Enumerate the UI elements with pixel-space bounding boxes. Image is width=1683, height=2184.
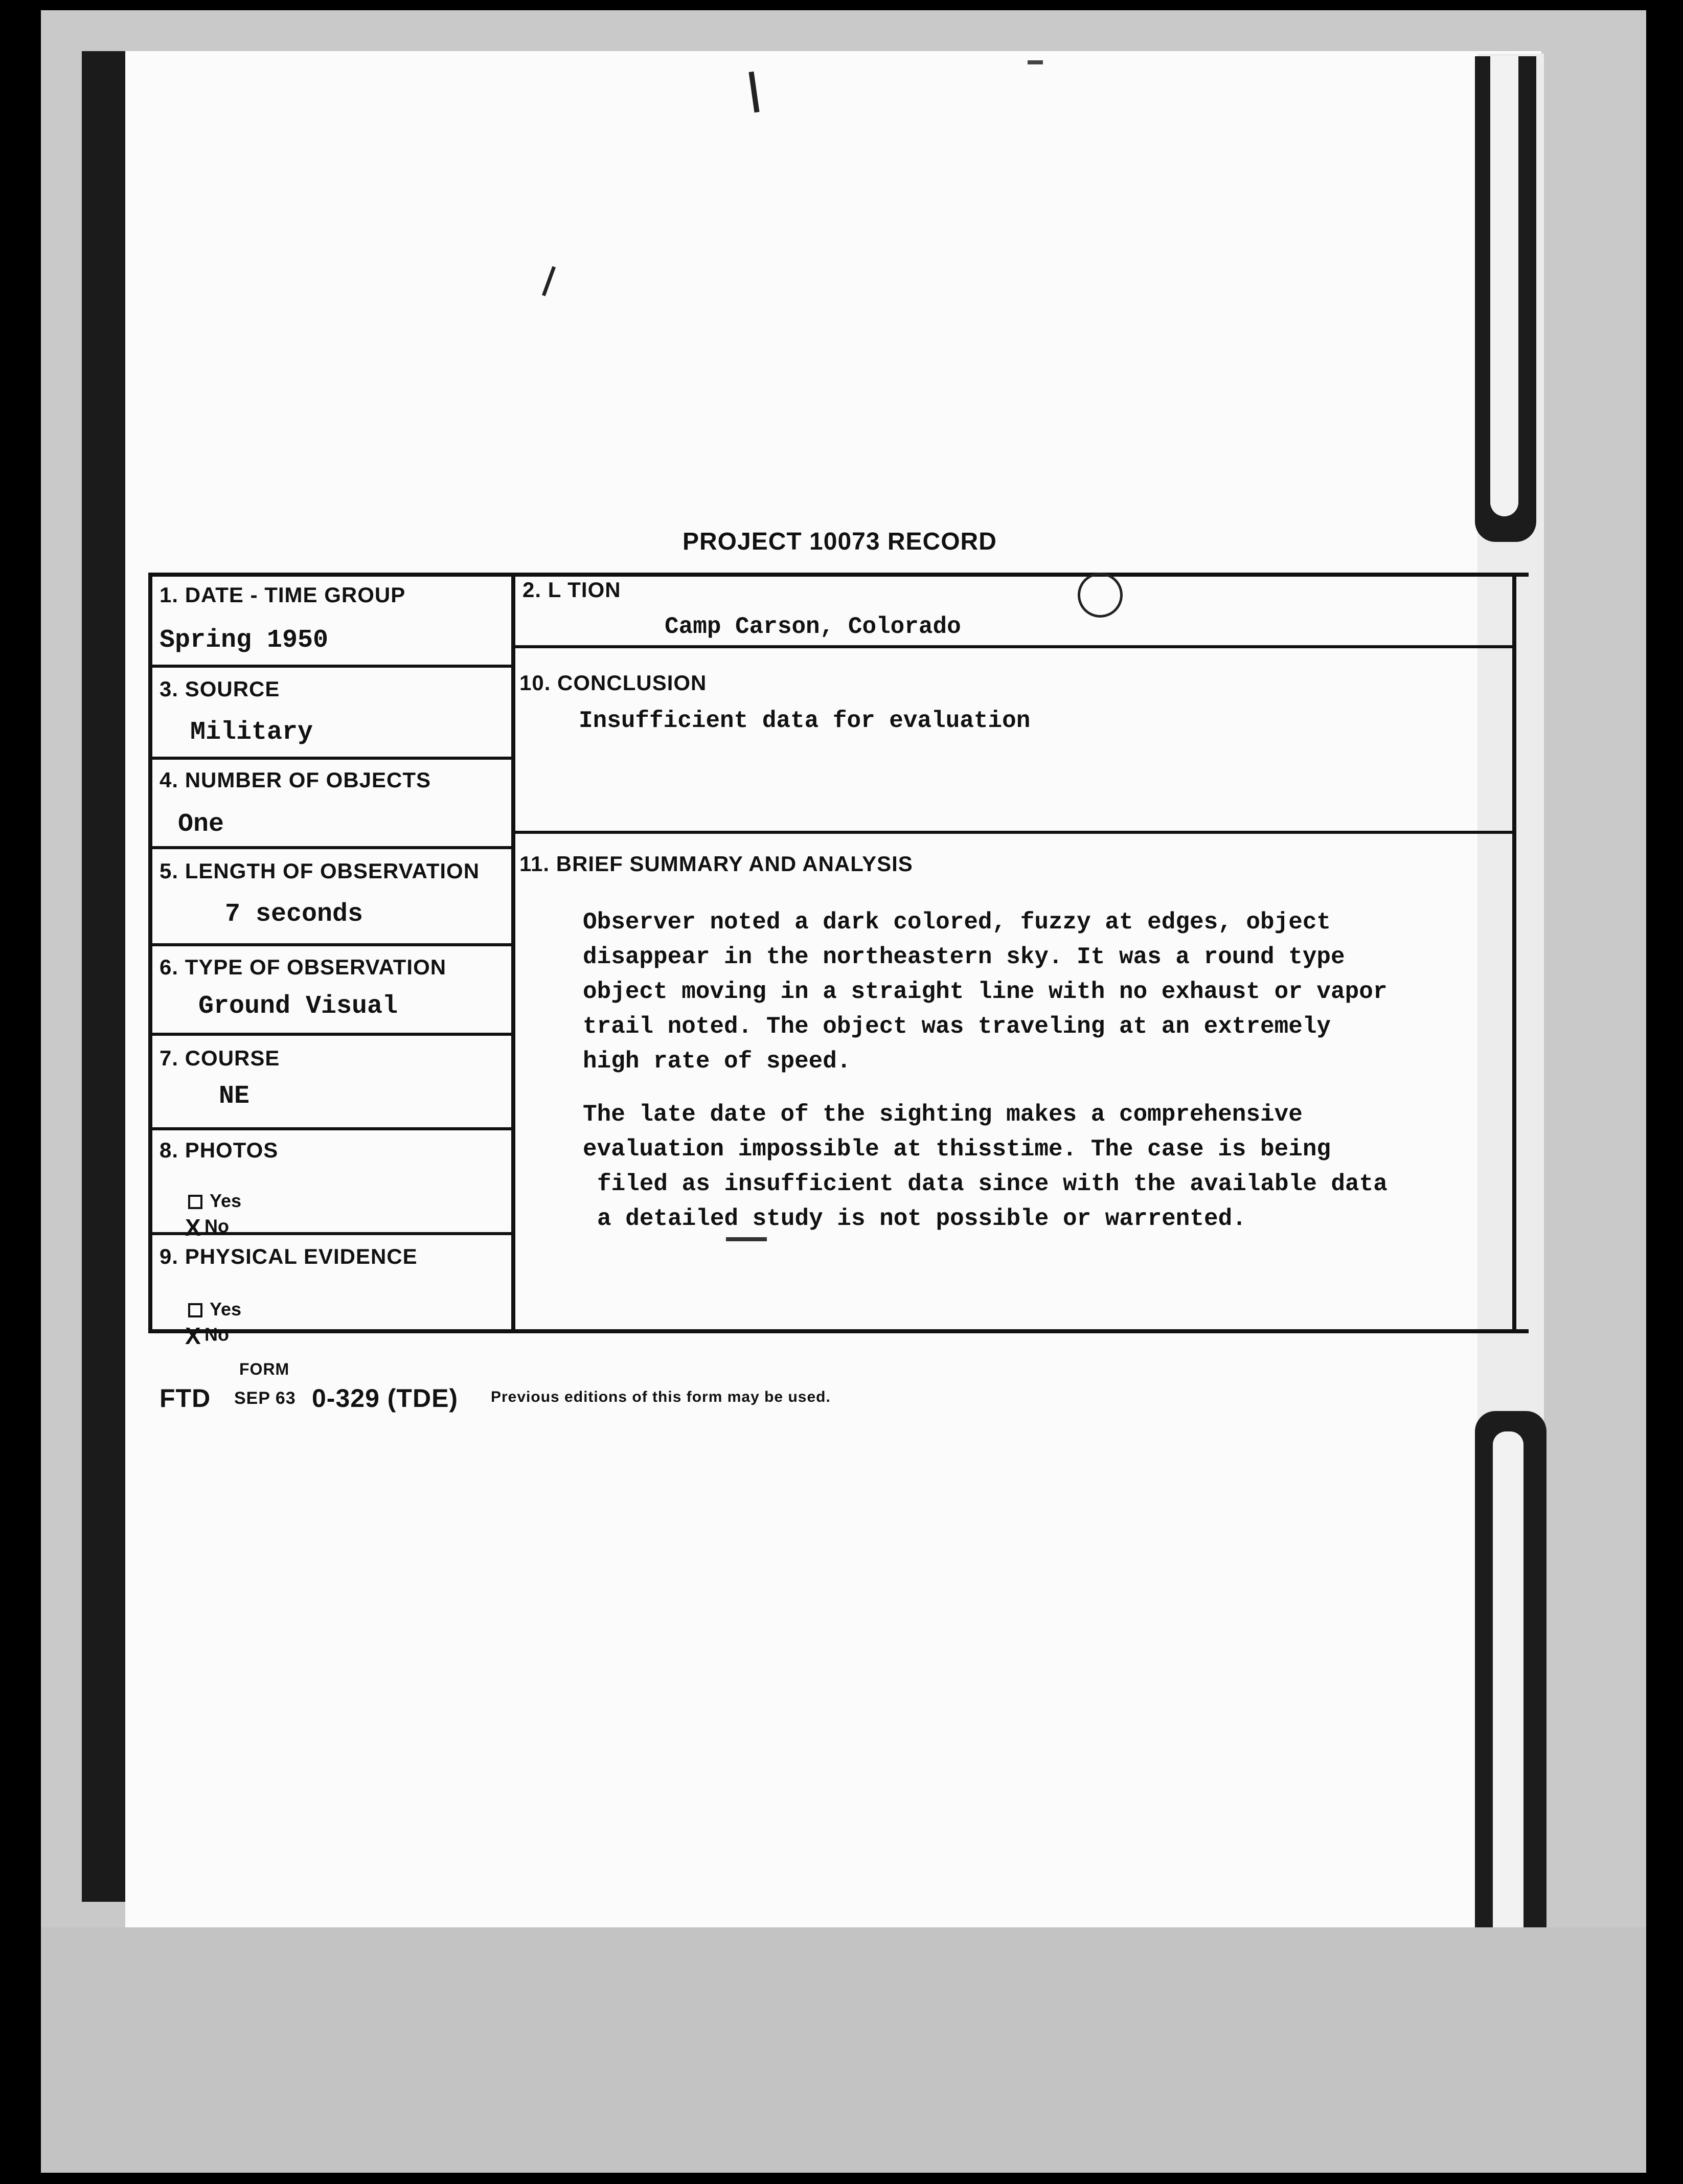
summary-line: trail noted. The object was traveling at an extremely [583,1013,1331,1040]
length-label: 5. LENGTH OF OBSERVATION [160,859,480,883]
photos-yes-option: Yes [188,1190,241,1212]
photos-no-option: X No [185,1214,229,1241]
conclusion-value: Insufficient data for evaluation [579,708,1031,734]
summary-line: Observer noted a dark colored, fuzzy at edges, object [583,909,1331,936]
location-value: Camp Carson, Colorado [665,613,961,640]
location-label: 2. L TION [522,578,621,602]
physical-no-option: X No [185,1323,229,1349]
summary-line: disappear in the northeastern sky. It was a round type [583,944,1345,970]
source-value: Military [190,718,313,747]
physical-no-x-mark: X [185,1323,201,1349]
course-value: NE [219,1082,250,1111]
objects-value: One [178,810,224,839]
date-label: 1. DATE - TIME GROUP [160,583,406,607]
summary-line: a detailed study is not possible or warrented. [597,1205,1246,1232]
footer-form-number: 0-329 (TDE) [312,1384,459,1413]
source-label: 3. SOURCE [160,677,280,701]
type-value: Ground Visual [198,992,398,1021]
photos-no-x-mark: X [185,1214,201,1241]
paper-shadow [82,51,128,1902]
physical-yes-option: Yes [188,1299,241,1320]
summary-label: 11. BRIEF SUMMARY AND ANALYSIS [519,852,913,876]
form-title: PROJECT 10073 RECORD [683,528,997,555]
binder-clip-top [1475,56,1536,542]
footer-ftd: FTD [160,1384,211,1413]
scan-bottom-margin [41,1927,1646,2173]
hole-punch-mark [1078,573,1123,618]
course-label: 7. COURSE [160,1046,280,1070]
length-value: 7 seconds [225,900,363,929]
summary-line: The late date of the sighting makes a comprehensive [583,1101,1303,1128]
physical-evidence-label: 9. PHYSICAL EVIDENCE [160,1244,418,1268]
summary-line: high rate of speed. [583,1048,851,1075]
summary-line: object moving in a straight line with no exhaust or vapor [583,979,1388,1005]
footer-form-word: FORM [239,1360,290,1378]
footer-date: SEP 63 [234,1389,296,1408]
summary-line: evaluation impossible at thisstime. The case is being [583,1136,1331,1163]
date-value: Spring 1950 [160,626,329,655]
photos-label: 8. PHOTOS [160,1138,279,1162]
footer-note: Previous editions of this form may be used. [491,1389,831,1405]
photos-yes-checkbox [188,1195,202,1209]
summary-text [583,905,1388,1236]
conclusion-label: 10. CONCLUSION [519,671,707,695]
objects-label: 4. NUMBER OF OBJECTS [160,768,431,792]
summary-line: filed as insufficient data since with the available data [597,1171,1388,1197]
type-label: 6. TYPE OF OBSERVATION [160,955,447,979]
physical-yes-checkbox [188,1303,202,1317]
binder-clip-bottom [1475,1411,1546,1927]
